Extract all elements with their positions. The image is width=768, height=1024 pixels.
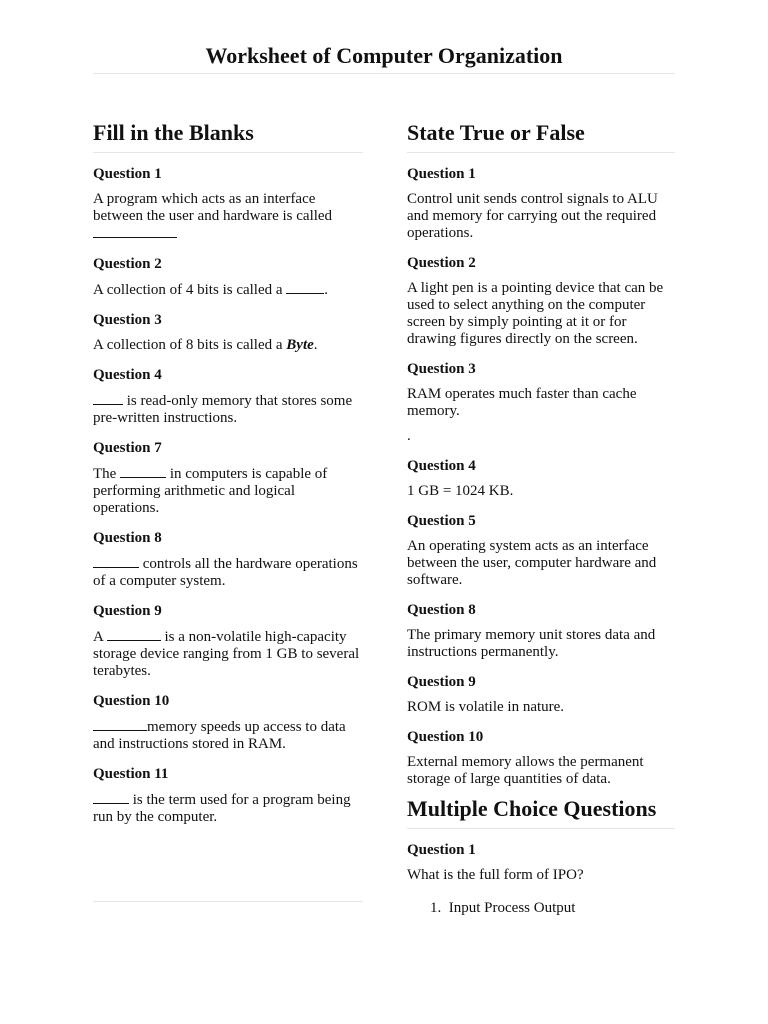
section-heading-true-false: State True or False: [407, 118, 675, 153]
question-text: memory speeds up access to data and instructions stored in RAM.: [93, 719, 346, 752]
question-item: [407, 673, 675, 716]
question-text: is read-only memory that stores some pre-written instructions.: [93, 393, 353, 426]
question-label: Question 3: [93, 312, 162, 328]
question-text: Control unit sends control signals to ALU and memory for carrying out the required operations.: [407, 191, 658, 241]
answer-blank: [93, 392, 123, 405]
question-label: Question 10: [407, 729, 484, 745]
multiple-choice-section: [407, 794, 675, 917]
answer-options: [407, 900, 675, 917]
answer-blank: [93, 225, 177, 238]
question-text: A program which acts as an interface between the user and hardware is called: [93, 191, 363, 243]
question-text: A light pen is a pointing device that can be used to select anything on the computer screen by simply pointing at it or for drawing figures directly on the screen.: [407, 280, 664, 347]
answer-option: 1. Input Process Output: [430, 900, 576, 916]
question-text: 1 GB = 1024 KB.: [407, 483, 514, 499]
question-label: Question 8: [93, 530, 162, 546]
question-text: A collection of 4 bits is called a .: [93, 282, 329, 298]
section-end-divider: [93, 901, 363, 902]
title-divider: [93, 73, 675, 74]
question-text: What is the full form of IPO?: [407, 867, 584, 883]
question-label: Question 8: [407, 602, 476, 618]
question-item: [93, 602, 363, 680]
answer-blank: [286, 281, 324, 294]
question-item: [407, 254, 675, 348]
answer-blank: [107, 628, 161, 641]
section-heading-fill-blanks: Fill in the Blanks: [93, 118, 363, 153]
question-item: [407, 165, 675, 242]
fill-in-the-blanks-section: [93, 118, 363, 838]
question-label: Question 4: [407, 458, 476, 474]
question-text: The primary memory unit stores data and instructions permanently.: [407, 627, 656, 660]
question-label: Question 4: [93, 367, 162, 383]
question-item: [93, 529, 363, 590]
section-heading-mcq: Multiple Choice Questions: [407, 794, 675, 829]
question-label: Question 10: [93, 693, 170, 709]
question-label: Question 1: [93, 166, 162, 182]
question-text: RAM operates much faster than cache memory.: [407, 386, 637, 419]
question-text: controls all the hardware operations of a computer system.: [93, 556, 358, 589]
question-item: [93, 692, 363, 753]
question-item: [407, 601, 675, 661]
question-item: [407, 512, 675, 589]
question-text: A is a non-volatile high-capacity storage device ranging from 1 GB to several terabytes.: [93, 629, 360, 679]
question-item: [407, 728, 675, 788]
question-item: [93, 165, 363, 243]
question-item: [93, 765, 363, 826]
question-item: [93, 311, 363, 354]
question-item: [407, 841, 675, 917]
question-label: Question 1: [407, 842, 476, 858]
question-label: Question 2: [407, 255, 476, 271]
question-label: Question 7: [93, 440, 162, 456]
question-item: [93, 255, 363, 299]
question-item: [93, 439, 363, 517]
question-item: [407, 360, 675, 420]
question-label: Question 2: [93, 256, 162, 272]
answer-blank: [93, 718, 147, 731]
question-item: [407, 457, 675, 500]
answer-blank: [120, 465, 166, 478]
emphasized-term: Byte: [286, 337, 314, 353]
question-label: Question 5: [407, 513, 476, 529]
question-label: Question 1: [407, 166, 476, 182]
question-text: ROM is volatile in nature.: [407, 699, 565, 715]
answer-blank: [93, 791, 129, 804]
answer-blank: [93, 555, 139, 568]
question-label: Question 9: [93, 603, 162, 619]
question-label: Question 9: [407, 674, 476, 690]
question-label: Question 3: [407, 361, 476, 377]
question-item: [93, 366, 363, 427]
question-text: External memory allows the permanent storage of large quantities of data.: [407, 754, 644, 787]
stray-period: .: [407, 428, 411, 444]
question-label: Question 11: [93, 766, 169, 782]
question-text: is the term used for a program being run by the computer.: [93, 792, 351, 825]
page-title: Worksheet of Computer Organization: [205, 43, 563, 68]
true-false-section: [407, 118, 675, 929]
question-text: A collection of 8 bits is called a Byte.: [93, 337, 318, 353]
question-text: An operating system acts as an interface between the user, computer hardware and software.: [407, 538, 657, 588]
question-text: The in computers is capable of performing arithmetic and logical operations.: [93, 466, 328, 516]
